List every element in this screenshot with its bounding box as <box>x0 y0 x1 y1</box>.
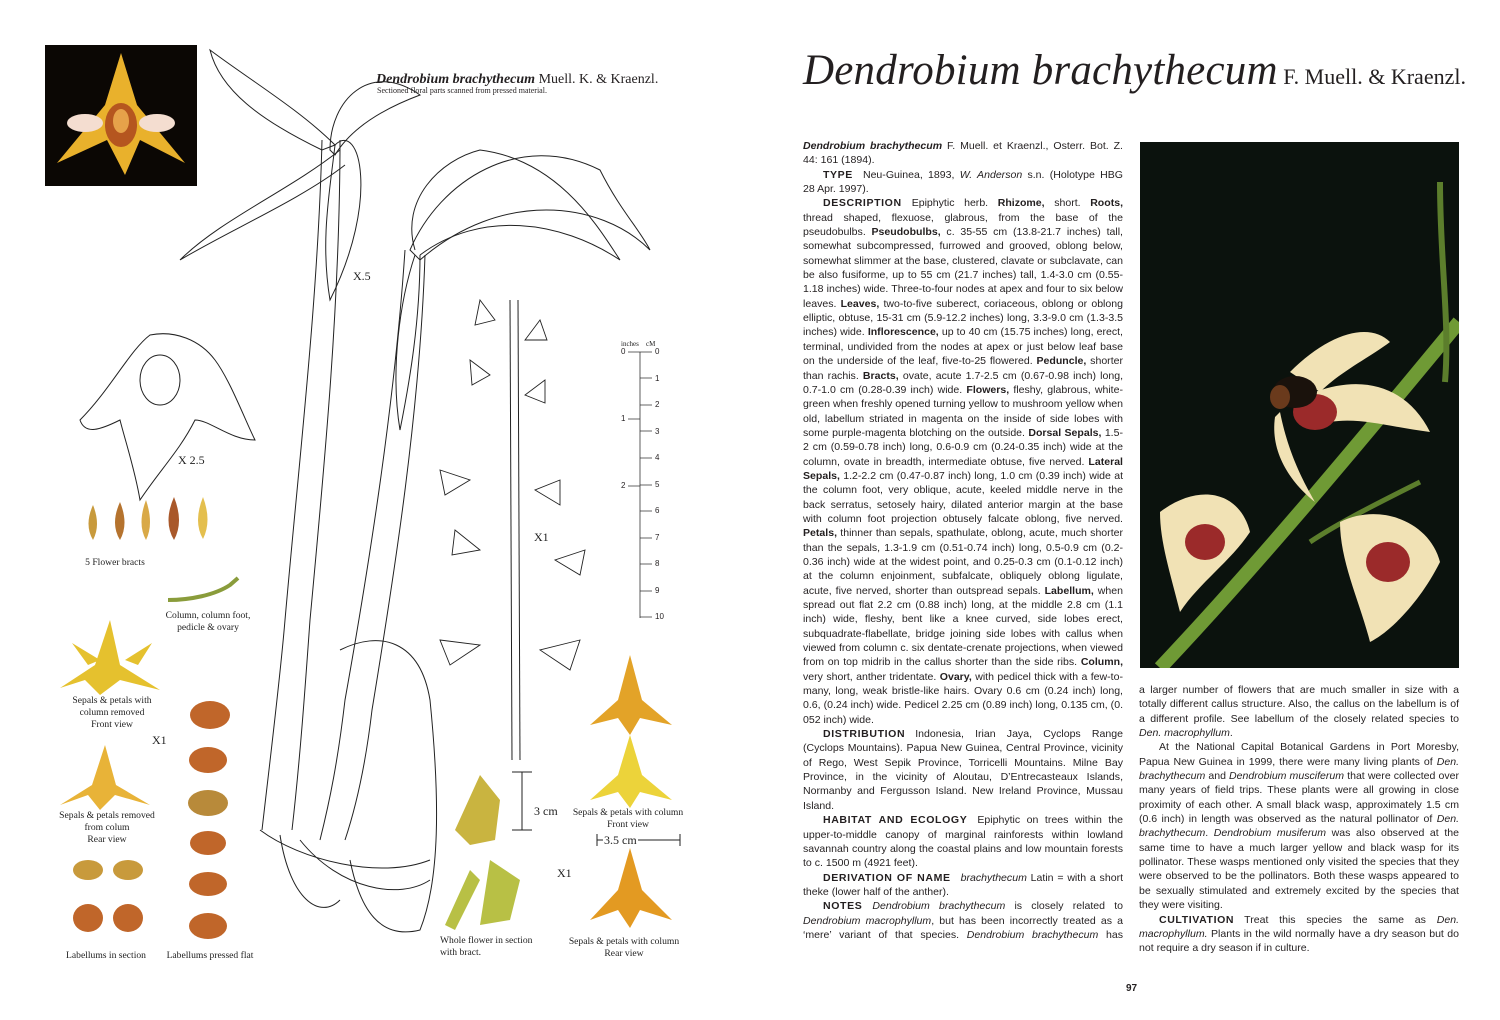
ruler-tick: 1 <box>621 414 626 423</box>
text-run: Neu-Guinea, 1893, <box>862 168 960 181</box>
text-run: . <box>1205 827 1214 840</box>
caption-line: Front view <box>607 819 649 830</box>
text-run: Den. brachythecum <box>1139 813 1459 840</box>
caption-line: Rear view <box>604 948 644 959</box>
text-run: thinner than sepals, spathulate, oblong, acute, much shorter than the sepals, 1.3-1.9 cm (0.51-0.74 inch) long, 0.5-0.9 cm (0.2-0.36 inch) wide at the widest point, and 0.25-0.3 cm (0.1-0.12 inch) at the column enjoinment, subfalcate, obliquely oblong ligulate, acute, five nerved, shorter than outspread sepals. <box>803 527 1123 597</box>
text-run: up to 40 cm (15.75 inches) long, erect, terminal, undivided from the nodes at apex or just below leaf base on the underside of the leaf, five-to-25 flowered. <box>803 326 1123 368</box>
text-run: Treat this species the same as <box>1244 913 1437 926</box>
text-run: Epiphytic herb. <box>911 197 998 210</box>
text-run: Peduncle, <box>1036 355 1087 368</box>
page-number: 97 <box>1126 983 1138 994</box>
paragraph <box>803 871 1123 900</box>
text-run: two-to-five suberect, coriaceous, oblong or oblong elliptic, obtuse, 15-31 cm (5.9-12.2 inches) long, 3.3-9.0 cm (1.3-3.5 inches) wide. <box>803 297 1123 339</box>
page-title <box>803 46 1466 95</box>
text-run: 1.2-2.2 cm (0.47-0.87 inch) long, 1.0 cm (0.39 inch) wide at the column foot, very oblique, acute, keeled middle nerve in the back serratus, setosely hairy, dilated anterior margin at the base with column foot projection obtusely falcate oblong, five nerved. <box>803 469 1123 525</box>
caption-labellums-flat: Labellums pressed flat <box>166 950 254 961</box>
scale-35cm-label: 3.5 cm <box>604 833 637 847</box>
ruler-tick: 1 <box>655 373 660 383</box>
text-column-left <box>803 139 1123 942</box>
caption-column-rear <box>566 936 682 960</box>
paragraph <box>803 813 1123 870</box>
text-run: with pedicel thick with a few-to-many, long, weak bristle-like hairs. Ovary 0.6 cm (0.24 inch) long, 0.6, (0.24 inch) wide. Pedicel 2.25 cm (0.89 inch) long, 0.135 cm, (0. 052 inch) wide. <box>803 670 1123 726</box>
text-run: Dendrobium brachythecum <box>966 928 1099 941</box>
text-run: W. Anderson <box>959 168 1023 181</box>
text-run: Dendrobium brachythecum <box>803 140 943 152</box>
text-run: Column, <box>1080 656 1123 669</box>
section-heading: DERIVATION OF NAME <box>823 871 951 884</box>
text-run: has <box>1098 928 1124 941</box>
caption-line: Sepals & petals with <box>72 695 152 706</box>
paragraph <box>803 139 1123 168</box>
caption-bracts: 5 Flower bracts <box>85 557 145 568</box>
caption-line: pedicle & ovary <box>177 622 239 633</box>
orchid-photograph <box>1140 142 1459 668</box>
paragraph <box>803 727 1123 813</box>
caption-line: Column, column foot, <box>165 610 251 621</box>
title-author: F. Muell. & Kraenzl. <box>1277 64 1466 89</box>
text-run: that were collected over many years of field trips. These plants were all growing in close proximity of each other. A small black wasp, approximately 1.5 cm (0.6 inch) in length was observed as the natural pollinator of <box>1139 770 1459 826</box>
caption-line: column removed <box>79 707 145 718</box>
magnification-label: X1 <box>152 733 167 747</box>
text-run: Den. brachythecum <box>1139 755 1459 783</box>
caption-front-view <box>60 695 164 731</box>
text-run: Indonesia, Irian Jaya, Cyclops Range (Cyclops Mountains). Papua New Guinea, Central Province, vicinity of Rego, West Sepik Province, Torricelli Mountains. Milne Bay Province, in the vicinity of Aloutau, D’Entrecasteaux Islands, Normanby and Fergusson Island. New Ireland Province, Mussau Island. <box>803 728 1123 812</box>
text-run: Leaves, <box>840 297 880 310</box>
text-run: was also observed at the same time to have a much larger yellow and black wasp for its pollinator. These wasps mentioned only visited the species that they were observed to be the pollinators. Both these wasps appeared to be sexually stimulated and extremely excited by the species that they were visiting. <box>1139 827 1459 912</box>
caption-line: Sepals & petals with column <box>568 936 680 947</box>
ruler-tick: 0 <box>655 347 660 356</box>
title-species: Dendrobium brachythecum <box>803 47 1278 94</box>
section-heading: CULTIVATION <box>1159 913 1235 926</box>
text-run: shorter than rachis. <box>803 355 1123 382</box>
paragraph <box>803 168 1123 197</box>
text-run: thread shaped, flexuose, glabrous, from the base of the pseudobulbs. <box>803 211 1123 239</box>
caption-column-front <box>570 807 686 831</box>
caption-rear-view <box>55 810 159 846</box>
ruler-tick: 8 <box>655 559 660 568</box>
text-run: Epiphytic on trees within the upper-to-middle canopy of marginal rainforests within lowland savannah country along the coastal plains and low mountain forests to c. 1500 m (4921 feet). <box>803 814 1123 870</box>
caption-line: from colum <box>84 822 130 833</box>
magnification-label: X1 <box>557 866 572 880</box>
caption-column <box>158 610 258 634</box>
ruler-tick: 7 <box>655 532 660 542</box>
caption-line: with bract. <box>440 947 482 958</box>
ruler-tick: 6 <box>655 506 660 515</box>
caption-whole-flower <box>440 935 532 959</box>
text-run: Dorsal Sepals, <box>1028 426 1102 439</box>
text-run: Roots, <box>1090 197 1123 210</box>
section-heading: DESCRIPTION <box>823 197 902 210</box>
ruler-cm-ticks <box>655 347 664 639</box>
plate-title-species: Dendrobium brachythecum <box>376 72 536 87</box>
text-run: short. <box>1044 197 1091 210</box>
ruler-tick: 2 <box>621 481 626 490</box>
ruler-inch-ticks <box>621 347 625 548</box>
text-run: Labellum, <box>1044 584 1094 597</box>
plate-title-author: Muell. K. & Kraenzl. <box>535 72 659 87</box>
ruler-tick: 3 <box>655 426 660 436</box>
paragraph <box>803 899 1123 942</box>
text-run: brachythecum <box>960 871 1027 884</box>
ruler-tick: 10 <box>655 612 664 621</box>
paragraph <box>1139 740 1459 912</box>
text-run: and <box>1205 770 1230 783</box>
ruler-tick: 9 <box>655 585 660 595</box>
text-run: Dendrobium macrophyllum <box>803 914 932 927</box>
text-run: Ovary, <box>939 670 972 683</box>
magnification-label: X.5 <box>353 269 371 283</box>
text-run: Dendrobium brachythecum <box>872 900 1006 913</box>
text-run: s.n. (Holotype HBG 28 Apr. 1997). <box>803 168 1123 196</box>
ruler-tick: 2 <box>655 400 660 409</box>
text-run: Lateral Sepals, <box>803 455 1123 482</box>
paragraph <box>1139 683 1459 740</box>
caption-line: Rear view <box>87 834 127 845</box>
section-heading: TYPE <box>823 168 853 181</box>
text-run: 1.5-2 cm (0.59-0.78 inch) long, 0.6-0.9 cm (0.24-0.35 inch) wide at the column, ovate in breadth, intermediate obtuse, five nerved. <box>803 426 1123 468</box>
plate-subtitle: Sectioned floral parts scanned from pressed material. <box>377 86 547 95</box>
ruler-tick: 4 <box>655 453 660 462</box>
caption-line: Sepals & petals with column <box>572 807 684 818</box>
text-run: Pseudobulbs, <box>871 226 941 239</box>
scale-3cm-label: 3 cm <box>534 804 558 818</box>
text-run: Dendrobium musciferum <box>1229 770 1345 783</box>
text-run: ovate, acute 1.7-2.5 cm (0.67-0.98 inch) long, 0.7-1.0 cm (0.28-0.39 inch) wide. <box>803 369 1123 396</box>
text-run: very short, anther tridentate. <box>803 670 940 683</box>
section-heading: HABITAT AND ECOLOGY <box>823 814 968 827</box>
caption-line: Sepals & petals removed <box>59 810 155 821</box>
text-run: Plants in the wild normally have a dry season but do not require a dry season if in culture. <box>1139 927 1459 955</box>
paragraph <box>803 196 1123 727</box>
text-run: Den. macrophyllum <box>1139 727 1230 740</box>
caption-line: Front view <box>91 719 133 730</box>
caption-line: Whole flower in section <box>440 935 533 946</box>
orchid-line-drawing <box>0 0 760 1000</box>
text-column-right <box>1139 683 1459 956</box>
text-run: a larger number of flowers that are much smaller in size with a totally different callus structure. Also, the callus on the labellum is of a different profile. See labellum of the closely related species to <box>1139 684 1459 725</box>
ruler-tick: 0 <box>621 347 626 356</box>
text-run: Latin = with a short theke (lower half of the anther). <box>803 871 1124 898</box>
ruler-tick: 5 <box>655 479 660 489</box>
text-run: At the National Capital Botanical Gardens in Port Moresby, Papua New Guinea in 1999, there were many living plants of <box>1139 741 1459 768</box>
text-run: F. Muell. et Kraenzl., Osterr. Bot. Z. 44: 161 (1894). <box>803 140 1123 167</box>
text-run: c. 35-55 cm (13.8-21.7 inches) tall, somewhat subcompressed, furrowed and grooved, oblong below, somewhat slimmer at the base, clustered, clavate or subclavate, can be also fusiforme, up to 55 cm (21.7 inches) tall, 1.4-3.0 cm (0.55-1.18 inches) wide. Three-to-four nodes at apex and four to six below leaves. <box>803 226 1123 310</box>
section-heading: NOTES <box>823 900 863 913</box>
caption-labellums-section: Labellums in section <box>66 950 146 961</box>
text-run: Dendrobium musiferum <box>1213 827 1327 840</box>
text-run: Den. macrophyllum. <box>1139 913 1459 940</box>
text-run: . <box>1229 727 1233 740</box>
magnification-label: X1 <box>534 530 549 544</box>
ruler-cm-label: cM <box>646 340 656 348</box>
text-run: is closely related to <box>1005 900 1123 913</box>
paragraph <box>1139 913 1459 956</box>
text-run: Petals, <box>803 527 838 540</box>
text-run: Flowers, <box>966 383 1010 396</box>
magnification-label: X 2.5 <box>178 453 205 467</box>
text-run: when spread out flat 2.2 cm (0.88 inch) long, at the middle 2.8 cm (1.1 inch) wide, fleshy, bent like a knee curved, side lobes erect, subquadrate-flabellate, bridge joining side lobes with callus when viewed from column c. six dentate-crenate projections, when viewed from on top midrib in the callus shorter than the side ribs. <box>803 584 1123 669</box>
text-run: Rhizome, <box>997 197 1045 210</box>
text-run: Inflorescence, <box>867 326 939 339</box>
text-run: Bracts, <box>862 369 899 382</box>
section-heading: DISTRIBUTION <box>823 728 906 741</box>
text-run: , but has been incorrectly treated as a ‘mere’ variant of that species. <box>803 914 1123 941</box>
text-run: fleshy, glabrous, white-green when freshly opened turning yellow to mushroom yellow when old, labellum striated in magenta on the inside of side lobes with some purple-magenta blotching on the outside. <box>803 383 1123 439</box>
ruler-inches-label: inches <box>621 340 639 348</box>
